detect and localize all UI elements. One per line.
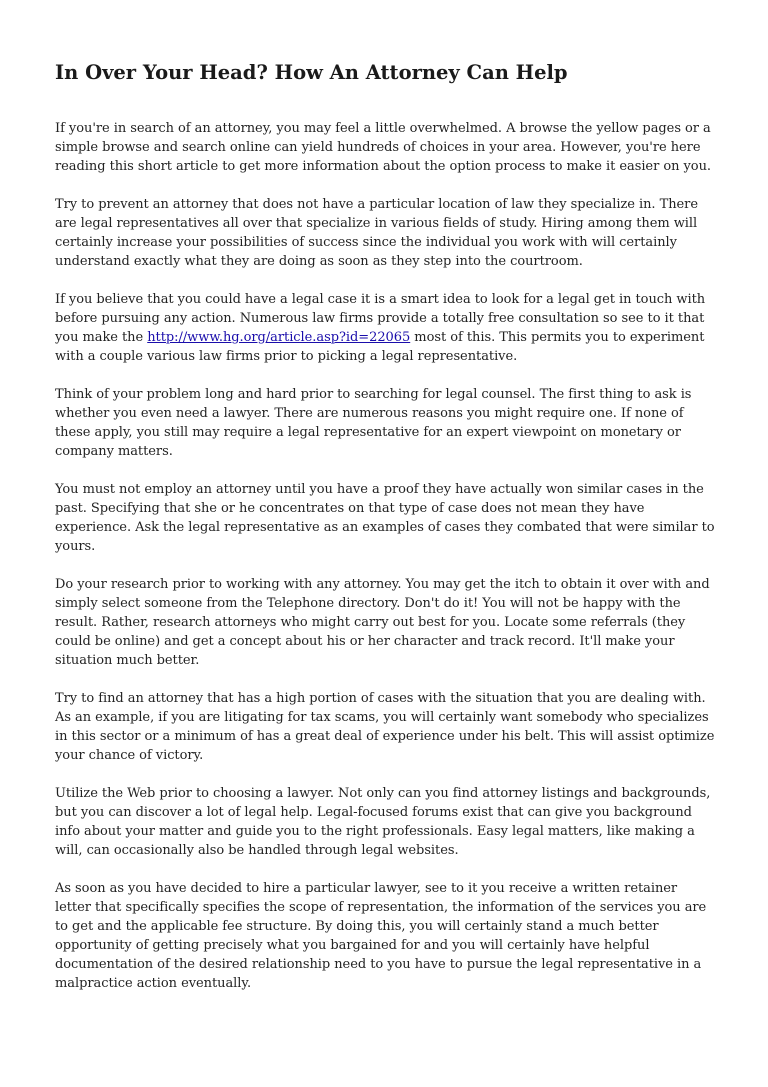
document-page — [55, 58, 715, 1012]
paragraph-3 — [55, 290, 715, 366]
paragraph-1: If you're in search of an attorney, you may feel a little overwhelmed. A browse the yellow pages or a simple browse and search online can yield hundreds of choices in your area. However, you're here reading this short article to get more information about the option process to make it easier on you. — [55, 121, 711, 174]
paragraph-3-before: If you believe that you could have a legal case it is a smart idea to look for a legal get in touch with before pursuing any action. Numerous law firms provide a totally free consultation so see to it that you make the — [55, 292, 706, 345]
paragraph-7: Try to find an attorney that has a high portion of cases with the situation that you are dealing with. As an example, if you are litigating for tax scams, you will certainly want somebody who specializes in this sector or a minimum of has a great deal of experience under his belt. This will assist optimize your chance of victory. — [55, 691, 715, 763]
article-link[interactable]: http://www.hg.org/article.asp?id=22065 — [147, 330, 411, 345]
paragraph-3-after: most of this. This permits you to experiment with a couple various law firms prior to picking a legal representative. — [55, 330, 705, 364]
paragraph-9: As soon as you have decided to hire a particular lawyer, see to it you receive a written retainer letter that specifically specifies the scope of representation, the information of the services you are to get and the applicable fee structure. By doing this, you will certainly stand a much better opportunity of getting precisely what you bargained for and you will certainly have helpful documentation of the desired relationship need to you have to pursue the legal representative in a malpractice action eventually. — [55, 881, 707, 991]
article-title: In Over Your Head? How An Attorney Can Help — [55, 61, 568, 84]
paragraph-4: Think of your problem long and hard prior to searching for legal counsel. The first thing to ask is whether you even need a lawyer. There are numerous reasons you might require one. If none of these apply, you still may require a legal representative for an expert viewpoint on monetary or company matters. — [55, 387, 692, 459]
paragraph-6: Do your research prior to working with any attorney. You may get the itch to obtain it over with and simply select someone from the Telephone directory. Don't do it! You will not be happy with the result. Rather, research attorneys who might carry out best for you. Locate some referrals (they could be online) and get a concept about his or her character and track record. It'll make your situation much better. — [55, 577, 710, 668]
paragraph-8: Utilize the Web prior to choosing a lawyer. Not only can you find attorney listings and backgrounds, but you can discover a lot of legal help. Legal-focused forums exist that can give you background info about your matter and guide you to the right professionals. Easy legal matters, like making a will, can occasionally also be handled through legal websites. — [55, 786, 711, 858]
paragraph-2: Try to prevent an attorney that does not have a particular location of law they specialize in. There are legal representatives all over that specialize in various fields of study. Hiring among them will certainly increase your possibilities of success since the individual you work with will certainly understand exactly what they are doing as soon as they step into the courtroom. — [55, 197, 698, 269]
paragraph-5: You must not employ an attorney until you have a proof they have actually won similar cases in the past. Specifying that she or he concentrates on that type of case does not mean they have experience. Ask the legal representative as an examples of cases they combated that were similar to yours. — [55, 482, 715, 554]
